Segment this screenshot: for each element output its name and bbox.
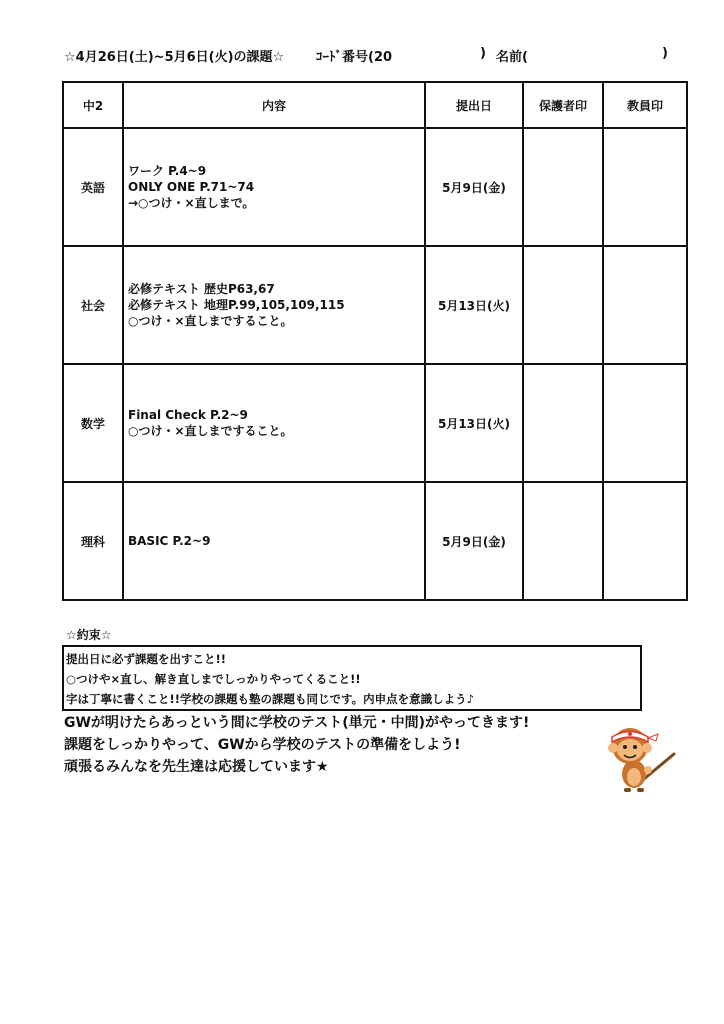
subject-cell: 社会	[63, 246, 123, 364]
header-grade: 中2	[63, 82, 123, 128]
message-line: GWが明けたらあっという間に学校のテスト(単元・中間)がやってきます!	[64, 715, 530, 731]
content-cell	[123, 364, 425, 482]
name-close: )	[662, 46, 668, 61]
content-line: ○つけ・×直しまですること。	[128, 314, 293, 328]
content-line: 必修テキスト 歴史P63,67	[128, 282, 275, 296]
content-line: →○つけ・×直しまで。	[128, 196, 255, 210]
promise-line: 提出日に必ず課題を出すこと!!	[66, 652, 226, 666]
subject-cell: 理科	[63, 482, 123, 600]
content-line: ワーク P.4~9	[128, 164, 207, 178]
code-number-label: ｺｰﾄﾞ番号(20	[316, 50, 393, 65]
promise-line: ○つけや×直し、解き直しまでしっかりやってくること!!	[66, 672, 361, 686]
header-due-date: 提出日	[425, 82, 523, 128]
table-row	[63, 482, 687, 600]
guardian-seal-cell	[523, 246, 603, 364]
due-date-cell: 5月9日(金)	[425, 128, 523, 246]
monkey-mascot-illustration	[604, 722, 678, 794]
header-content: 内容	[123, 82, 425, 128]
guardian-seal-cell	[523, 128, 603, 246]
content-line: ○つけ・×直しまですること。	[128, 424, 293, 438]
assignment-table	[62, 81, 688, 601]
content-line: 必修テキスト 地理P.99,105,109,115	[128, 298, 345, 312]
teacher-seal-cell	[603, 246, 687, 364]
header-teacher-seal: 教員印	[603, 82, 687, 128]
subject-cell: 数学	[63, 364, 123, 482]
closing-message	[64, 712, 624, 778]
content-cell	[123, 246, 425, 364]
header-line	[64, 46, 674, 68]
due-date-cell: 5月13日(火)	[425, 364, 523, 482]
table-row	[63, 246, 687, 364]
promise-line: 字は丁寧に書くこと!!学校の課題も塾の課題も同じです。内申点を意識しよう♪	[66, 692, 474, 706]
teacher-seal-cell	[603, 482, 687, 600]
message-line: 頑張るみんなを先生達は応援しています★	[64, 759, 329, 775]
teacher-seal-cell	[603, 364, 687, 482]
guardian-seal-cell	[523, 482, 603, 600]
content-cell	[123, 482, 425, 600]
header-guardian-seal: 保護者印	[523, 82, 603, 128]
code-number-close: )	[480, 46, 486, 61]
promise-title: ☆約束☆	[66, 628, 112, 642]
due-date-cell: 5月9日(金)	[425, 482, 523, 600]
name-label: 名前(	[496, 50, 528, 65]
content-line: Final Check P.2~9	[128, 408, 248, 422]
content-line: ONLY ONE P.71~74	[128, 180, 255, 194]
due-date-cell: 5月13日(火)	[425, 246, 523, 364]
teacher-seal-cell	[603, 128, 687, 246]
guardian-seal-cell	[523, 364, 603, 482]
subject-cell: 英語	[63, 128, 123, 246]
table-row	[63, 364, 687, 482]
message-line: 課題をしっかりやって、GWから学校のテストの準備をしよう!	[64, 737, 461, 753]
content-line: BASIC P.2~9	[128, 534, 211, 548]
table-header-row	[63, 82, 687, 128]
content-cell	[123, 128, 425, 246]
table-row	[63, 128, 687, 246]
promise-box	[62, 645, 642, 711]
period-title: ☆4月26日(土)~5月6日(火)の課題☆	[64, 50, 285, 65]
